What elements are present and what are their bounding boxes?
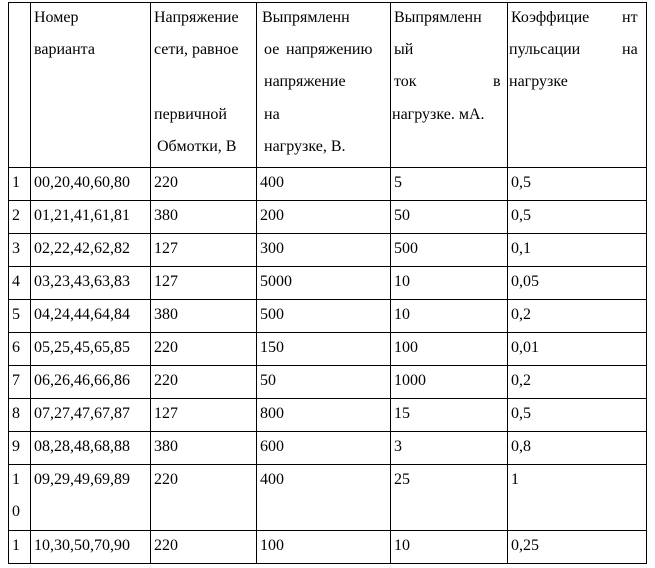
row-voltage: 220: [154, 471, 178, 488]
row-current: 3: [394, 438, 402, 455]
row-number: 6: [12, 339, 20, 356]
row-variants: 10,30,50,70,90: [34, 537, 130, 554]
grid-line: [8, 200, 646, 201]
row-current: 50: [394, 207, 410, 224]
row-current: 15: [394, 405, 410, 422]
row-rectified-voltage: 150: [260, 339, 284, 356]
grid-line: [8, 530, 646, 531]
grid-line: [256, 2, 257, 564]
grid-line: [390, 2, 391, 564]
row-number: 5: [12, 306, 20, 323]
grid-line: [8, 332, 646, 333]
row-ripple: 0,05: [511, 273, 539, 290]
header-ripple-line2a: пульсации: [509, 41, 581, 58]
row-ripple: 0,5: [511, 174, 531, 191]
row-variants: 01,21,41,61,81: [34, 207, 130, 224]
row-number: 4: [12, 273, 20, 290]
header-ripple-line1a: Коэффицие: [511, 9, 590, 26]
grid-line: [8, 365, 646, 366]
row-number: 1: [12, 174, 20, 191]
row-variants: 04,24,44,64,84: [34, 306, 130, 323]
header-rectified-voltage-line3: напряжение: [264, 73, 346, 90]
row-variants: 02,22,42,62,82: [34, 240, 130, 257]
row-rectified-voltage: 400: [260, 471, 284, 488]
row-ripple: 0,01: [511, 339, 539, 356]
grid-line: [8, 398, 646, 399]
row-ripple: 1: [511, 471, 519, 488]
row-current: 500: [394, 240, 418, 257]
row-current: 10: [394, 537, 410, 554]
row-rectified-voltage: 100: [260, 537, 284, 554]
row-rectified-voltage: 50: [260, 372, 276, 389]
row-current: 100: [394, 339, 418, 356]
row-number-wrap: 0: [12, 503, 20, 520]
row-voltage: 220: [154, 174, 178, 191]
grid-line: [8, 464, 646, 465]
header-voltage-line4: Обмотки, В: [157, 138, 237, 155]
row-rectified-voltage: 200: [260, 207, 284, 224]
row-current: 10: [394, 306, 410, 323]
header-current-line3b: в: [493, 73, 501, 90]
row-voltage: 127: [154, 273, 178, 290]
row-number: 1: [12, 537, 20, 554]
row-rectified-voltage: 600: [260, 438, 284, 455]
header-ripple-line3: нагрузке: [509, 73, 568, 90]
row-rectified-voltage: 400: [260, 174, 284, 191]
row-current: 1000: [394, 372, 426, 389]
row-variants: 05,25,45,65,85: [34, 339, 130, 356]
row-variants: 06,26,46,66,86: [34, 372, 130, 389]
header-current-line1: Выпрямленн: [394, 9, 482, 26]
row-ripple: 0,2: [511, 372, 531, 389]
header-number-line1: Номер: [34, 9, 79, 26]
row-variants: 03,23,43,63,83: [34, 273, 130, 290]
grid-line: [8, 2, 646, 3]
row-rectified-voltage: 800: [260, 405, 284, 422]
row-rectified-voltage: 5000: [260, 273, 292, 290]
header-rectified-voltage-line4: на: [264, 106, 280, 123]
header-current-line3a: ток: [394, 73, 417, 90]
header-rectified-voltage-line1: Выпрямленн: [262, 9, 350, 26]
row-rectified-voltage: 500: [260, 306, 284, 323]
row-ripple: 0,5: [511, 207, 531, 224]
row-current: 25: [394, 471, 410, 488]
row-current: 10: [394, 273, 410, 290]
row-voltage: 127: [154, 240, 178, 257]
row-ripple: 0,5: [511, 405, 531, 422]
row-ripple: 0,2: [511, 306, 531, 323]
header-ripple-line2b: на: [622, 41, 638, 58]
header-voltage-line1: Напряжение: [154, 9, 239, 26]
header-current-line2: ый: [394, 41, 414, 58]
grid-line: [30, 2, 31, 564]
row-voltage: 127: [154, 405, 178, 422]
row-voltage: 220: [154, 339, 178, 356]
grid-line: [8, 266, 646, 267]
row-voltage: 380: [154, 306, 178, 323]
grid-line: [8, 233, 646, 234]
row-number: 7: [12, 372, 20, 389]
row-variants: 07,27,47,67,87: [34, 405, 130, 422]
header-voltage-line2: сети, равное: [154, 41, 239, 58]
row-ripple: 0,1: [511, 240, 531, 257]
grid-line: [8, 563, 646, 564]
grid-line: [8, 167, 646, 168]
grid-line: [150, 2, 151, 564]
header-rectified-voltage-line2b: напряжению: [286, 41, 373, 58]
row-variants: 08,28,48,68,88: [34, 438, 130, 455]
row-number: 1: [12, 471, 20, 488]
row-ripple: 0,25: [511, 537, 539, 554]
header-current-line4: нагрузке. мА.: [392, 106, 485, 123]
grid-line: [8, 299, 646, 300]
header-voltage-line3: первичной: [154, 106, 227, 123]
row-number: 9: [12, 438, 20, 455]
grid-line: [507, 2, 508, 564]
row-variants: 09,29,49,69,89: [34, 471, 130, 488]
row-number: 8: [12, 405, 20, 422]
grid-line: [8, 431, 646, 432]
row-voltage: 220: [154, 372, 178, 389]
header-rectified-voltage-line2a: ое: [264, 41, 280, 58]
row-ripple: 0,8: [511, 438, 531, 455]
header-number-line2: варианта: [34, 41, 95, 58]
row-number: 3: [12, 240, 20, 257]
row-variants: 00,20,40,60,80: [34, 174, 130, 191]
row-voltage: 380: [154, 438, 178, 455]
row-voltage: 380: [154, 207, 178, 224]
row-number: 2: [12, 207, 20, 224]
header-rectified-voltage-line5: нагрузке, В.: [264, 138, 346, 155]
row-voltage: 220: [154, 537, 178, 554]
row-current: 5: [394, 174, 402, 191]
row-rectified-voltage: 300: [260, 240, 284, 257]
grid-line: [646, 2, 647, 564]
grid-line: [8, 2, 9, 564]
header-ripple-line1b: нт: [622, 9, 638, 26]
